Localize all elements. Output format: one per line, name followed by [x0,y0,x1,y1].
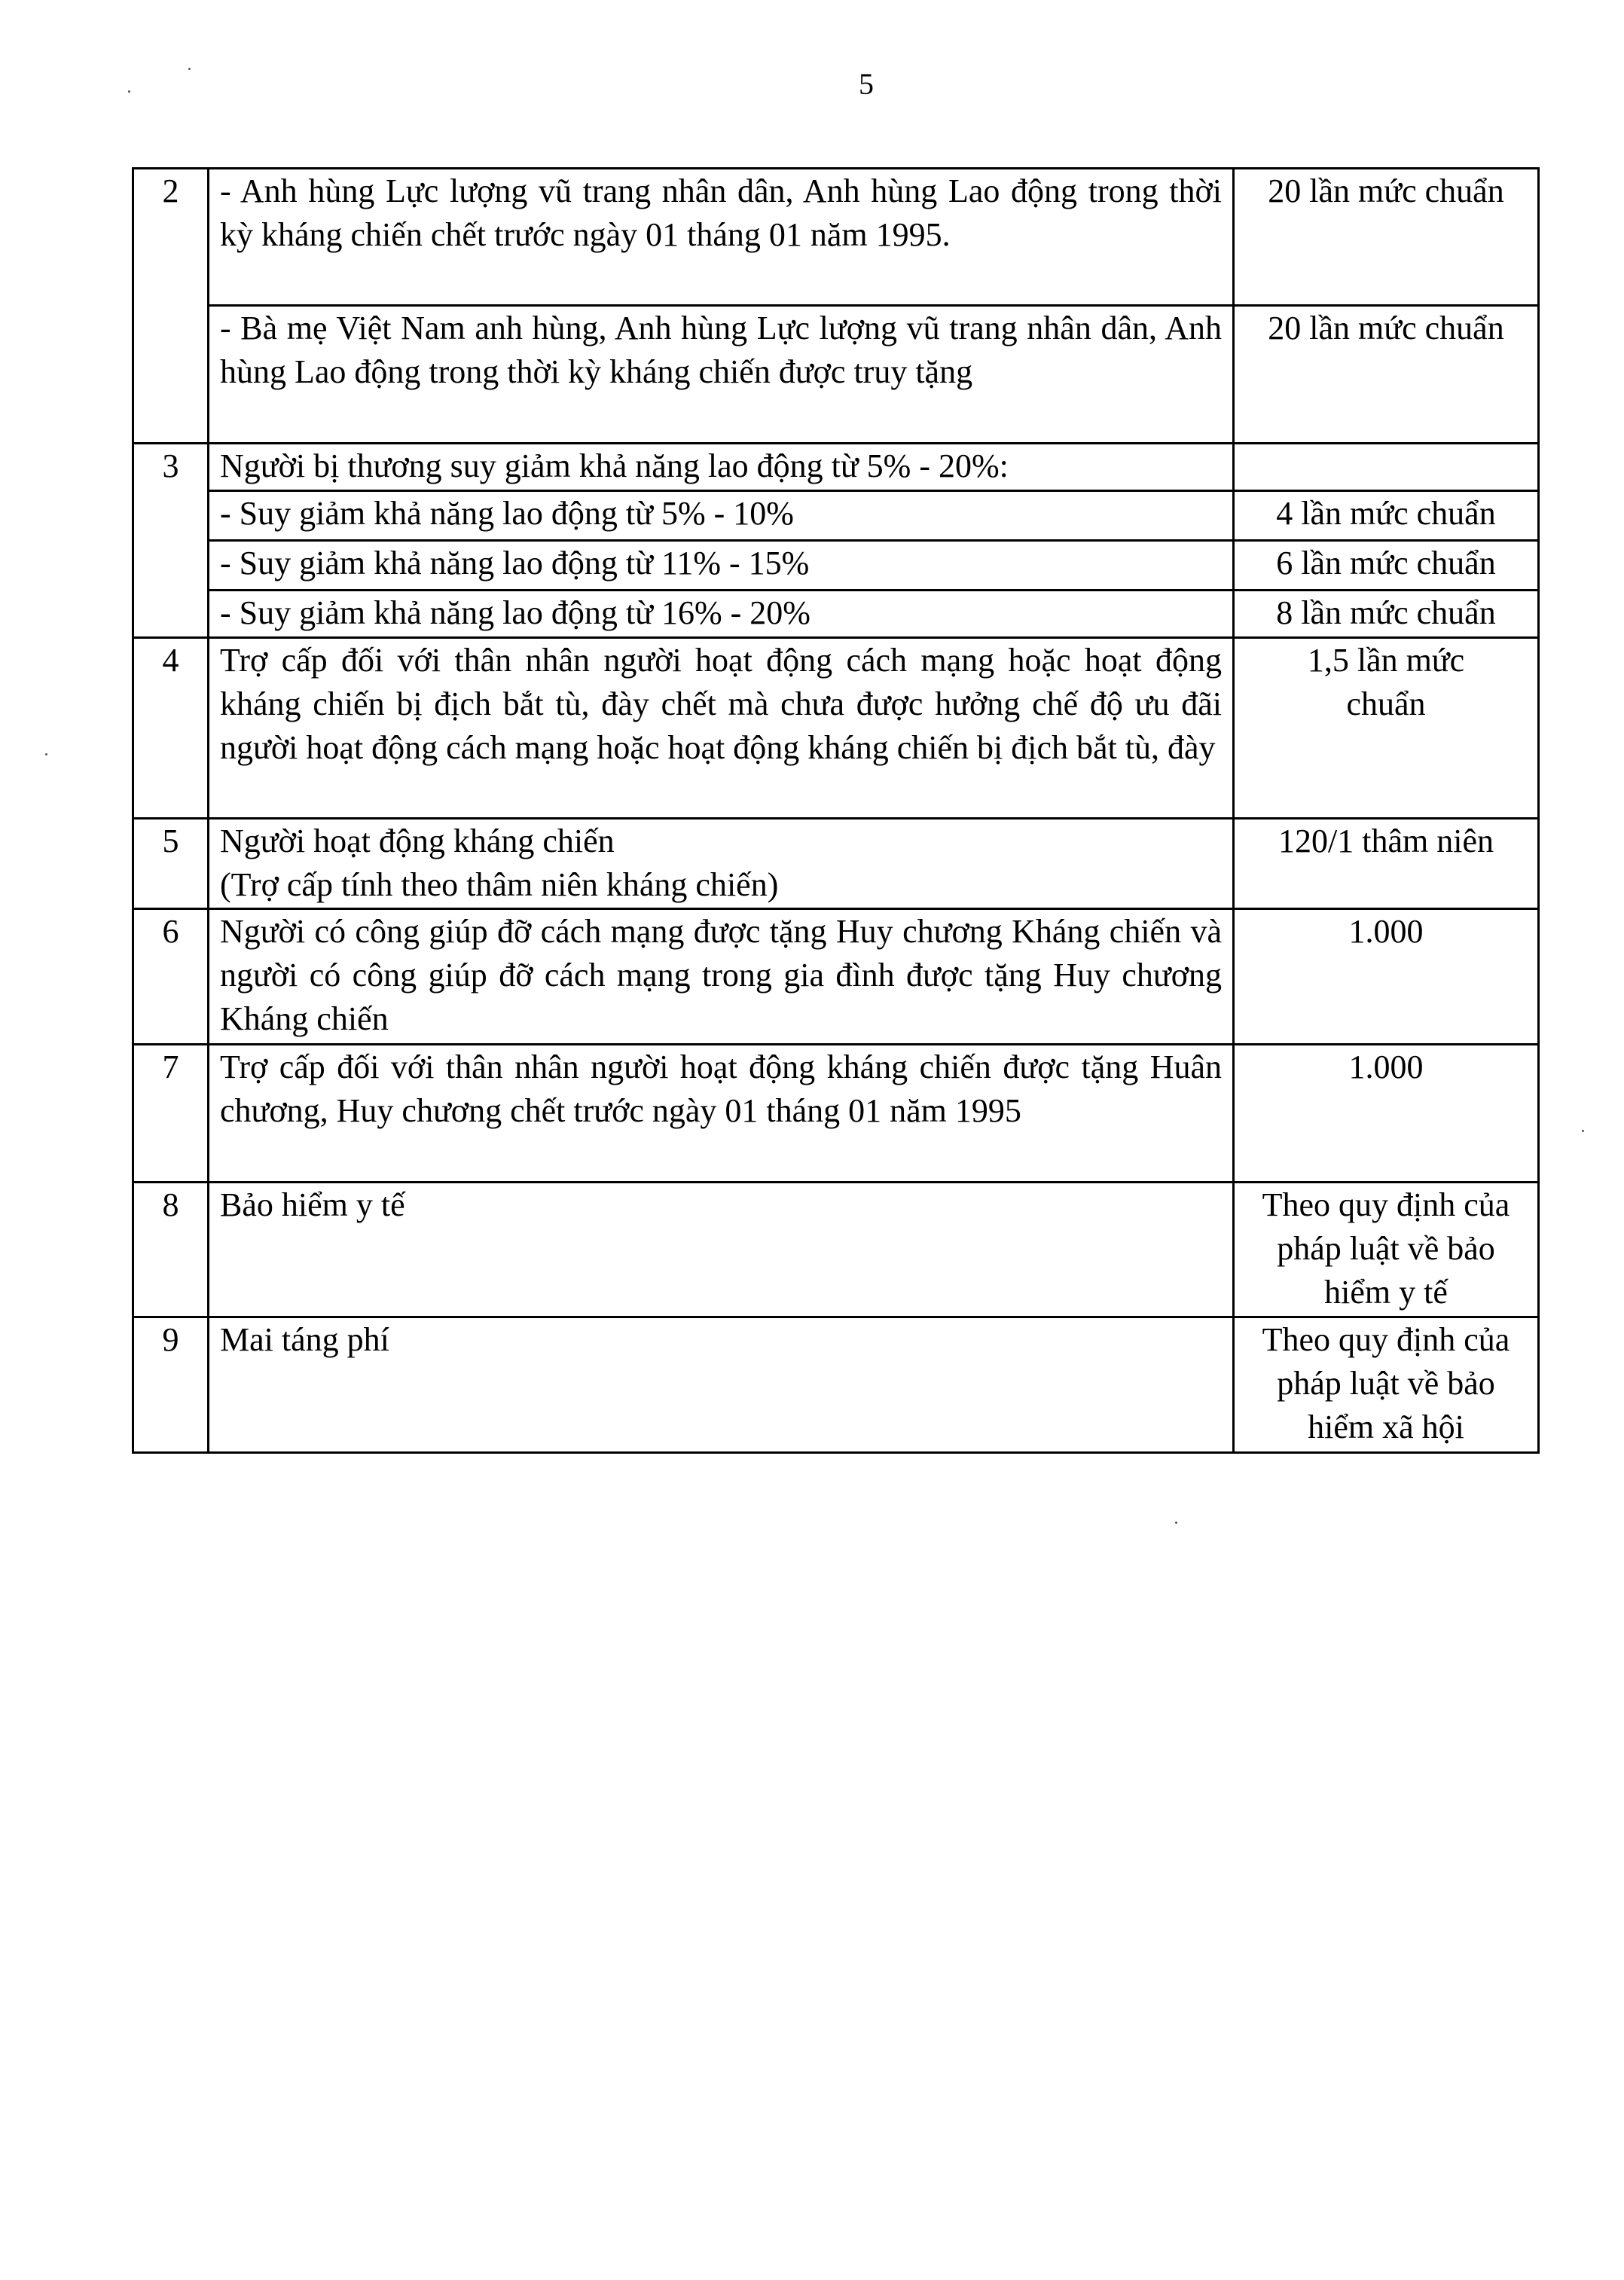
benefits-table [132,167,1540,1454]
row-number: 8 [133,1183,209,1317]
amount-line: pháp luật về bảo [1277,1230,1495,1267]
scan-speck [45,753,47,755]
table-row [133,306,1539,444]
table-row [133,591,1539,638]
page-number: 5 [859,67,874,101]
benefit-description: - Anh hùng Lực lượng vũ trang nhân dân, Anh hùng Lao động trong thời kỳ kháng chiến chết trước ngày 01 tháng 01 năm 1995. [209,169,1234,306]
table-row [133,909,1539,1045]
scan-speck [188,68,191,70]
benefit-description [209,819,1234,909]
benefit-amount: 20 lần mức chuẩn [1234,169,1539,306]
benefit-description: Mai táng phí [209,1317,1234,1453]
benefit-amount [1234,1317,1539,1453]
scan-speck [1582,1130,1584,1132]
table-row [133,491,1539,541]
benefit-amount: 6 lần mức chuẩn [1234,541,1539,591]
amount-line: 1,5 lần mức [1307,642,1465,679]
benefit-description: Trợ cấp đối với thân nhân người hoạt động cách mạng hoặc hoạt động kháng chiến bị địch bắt tù, đày chết mà chưa được hưởng chế độ ưu đãi người hoạt động cách mạng hoặc hoạt động kháng chiến bị địch bắt tù, đày [209,638,1234,819]
benefit-amount: 120/1 thâm niên [1234,819,1539,909]
amount-line: hiểm xã hội [1308,1409,1464,1445]
benefit-amount-empty [1234,444,1539,491]
amount-line: Theo quy định của [1262,1186,1510,1223]
benefit-amount: 20 lần mức chuẩn [1234,306,1539,444]
row-number: 2 [133,169,209,444]
benefit-amount [1234,638,1539,819]
scan-speck [128,90,130,93]
table-row [133,1317,1539,1453]
row-number: 3 [133,444,209,638]
table-row [133,819,1539,909]
row-number: 5 [133,819,209,909]
benefit-amount: 1.000 [1234,909,1539,1045]
amount-line: chuẩn [1346,685,1426,722]
benefit-description: Trợ cấp đối với thân nhân người hoạt động kháng chiến được tặng Huân chương, Huy chương chết trước ngày 01 tháng 01 năm 1995 [209,1045,1234,1183]
table-row [133,638,1539,819]
table-row [133,541,1539,591]
benefit-amount: 1.000 [1234,1045,1539,1183]
benefit-amount [1234,1183,1539,1317]
table-row [133,444,1539,491]
table-row [133,1183,1539,1317]
benefit-description: - Suy giảm khả năng lao động từ 16% - 20% [209,591,1234,638]
benefit-heading: Người bị thương suy giảm khả năng lao động từ 5% - 20%: [209,444,1234,491]
amount-line: pháp luật về bảo [1277,1365,1495,1402]
benefit-description: Bảo hiểm y tế [209,1183,1234,1317]
row-number: 4 [133,638,209,819]
description-line: (Trợ cấp tính theo thâm niên kháng chiến) [220,866,779,903]
description-line: Người hoạt động kháng chiến [220,823,615,859]
row-number: 7 [133,1045,209,1183]
amount-line: Theo quy định của [1262,1321,1510,1358]
benefit-amount: 8 lần mức chuẩn [1234,591,1539,638]
benefit-description: Người có công giúp đỡ cách mạng được tặng Huy chương Kháng chiến và người có công giúp đỡ cách mạng trong gia đình được tặng Huy chương Kháng chiến [209,909,1234,1045]
benefit-description: - Bà mẹ Việt Nam anh hùng, Anh hùng Lực lượng vũ trang nhân dân, Anh hùng Lao động trong thời kỳ kháng chiến được truy tặng [209,306,1234,444]
table-row [133,169,1539,306]
row-number: 6 [133,909,209,1045]
scan-speck [1175,1522,1177,1524]
amount-line: hiểm y tế [1324,1274,1448,1311]
benefit-description: - Suy giảm khả năng lao động từ 5% - 10% [209,491,1234,541]
table-row [133,1045,1539,1183]
row-number: 9 [133,1317,209,1453]
benefit-description: - Suy giảm khả năng lao động từ 11% - 15% [209,541,1234,591]
benefit-amount: 4 lần mức chuẩn [1234,491,1539,541]
